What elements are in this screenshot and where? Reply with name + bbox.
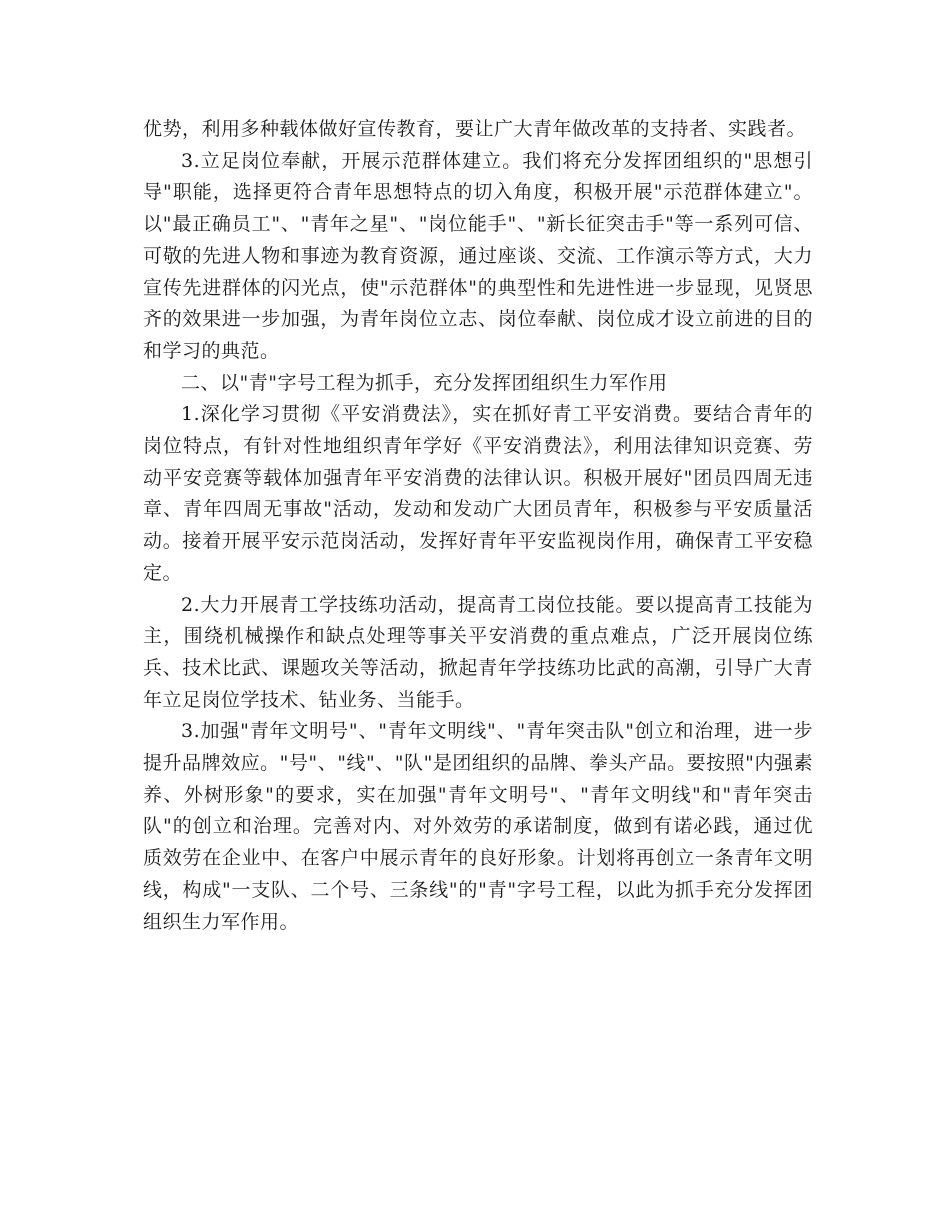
paragraph-item-2-skills: 2.大力开展青工学技练功活动，提高青工岗位技能。要以提高青工技能为主，围绕机械操作和缺点处理等事关平安消费的重点难点，广泛开展岗位练兵、技术比武、课题攻关等活动，掀起青年学技练功比武的高潮，引导广大青年立足岗位学技术、钻业务、当能手。	[143, 593, 813, 711]
document-body	[143, 114, 813, 938]
paragraph-item-1-safety-law: 1.深化学习贯彻《平安消费法》，实在抓好青工平安消费。要结合青年的岗位特点，有针对性地组织青年学好《平安消费法》，利用法律知识竞赛、劳动平安竞赛等载体加强青年平安消费的法律认识。积极开展好"团员四周无违章、青年四周无事故"活动，发动和发动广大团员青年，积极参与平安质量活动。接着开展平安示范岗活动，发挥好青年平安监视岗作用，确保青工平安稳定。	[143, 403, 813, 584]
section-heading-2: 二、以"青"字号工程为抓手，充分发挥团组织生力军作用	[181, 371, 668, 394]
paragraph-item-3-model-groups: 3.立足岗位奉献，开展示范群体建立。我们将充分发挥团组织的"思想引导"职能，选择更符合青年思想特点的切入角度，积极开展"示范群体建立"。以"最正确员工"、"青年之星"、"岗位能手"、"新长征突击手"等一系列可信、可敬的先进人物和事迹为教育资源，通过座谈、交流、工作演示等方式，大力宣传先进群体的闪光点，使"示范群体"的典型性和先进性进一步显现，见贤思齐的效果进一步加强，为青年岗位立志、岗位奉献、岗位成才设立前进的目的和学习的典范。	[143, 149, 813, 362]
paragraph-item-3-civilization: 3.加强"青年文明号"、"青年文明线"、"青年突击队"创立和治理，进一步提升品牌效应。"号"、"线"、"队"是团组织的品牌、拳头产品。要按照"内强素养、外树形象"的要求，实在加强"青年文明号"、"青年文明线"和"青年突击队"的创立和治理。完善对内、对外效劳的承诺制度，做到有诺必践，通过优质效劳在企业中、在客户中展示青年的良好形象。计划将再创立一条青年文明线，构成"一支队、二个号、三条线"的"青"字号工程，以此为抓手充分发挥团组织生力军作用。	[143, 720, 813, 933]
paragraph-continuation: 优势，利用多种载体做好宣传教育，要让广大青年做改革的支持者、实践者。	[143, 118, 807, 140]
